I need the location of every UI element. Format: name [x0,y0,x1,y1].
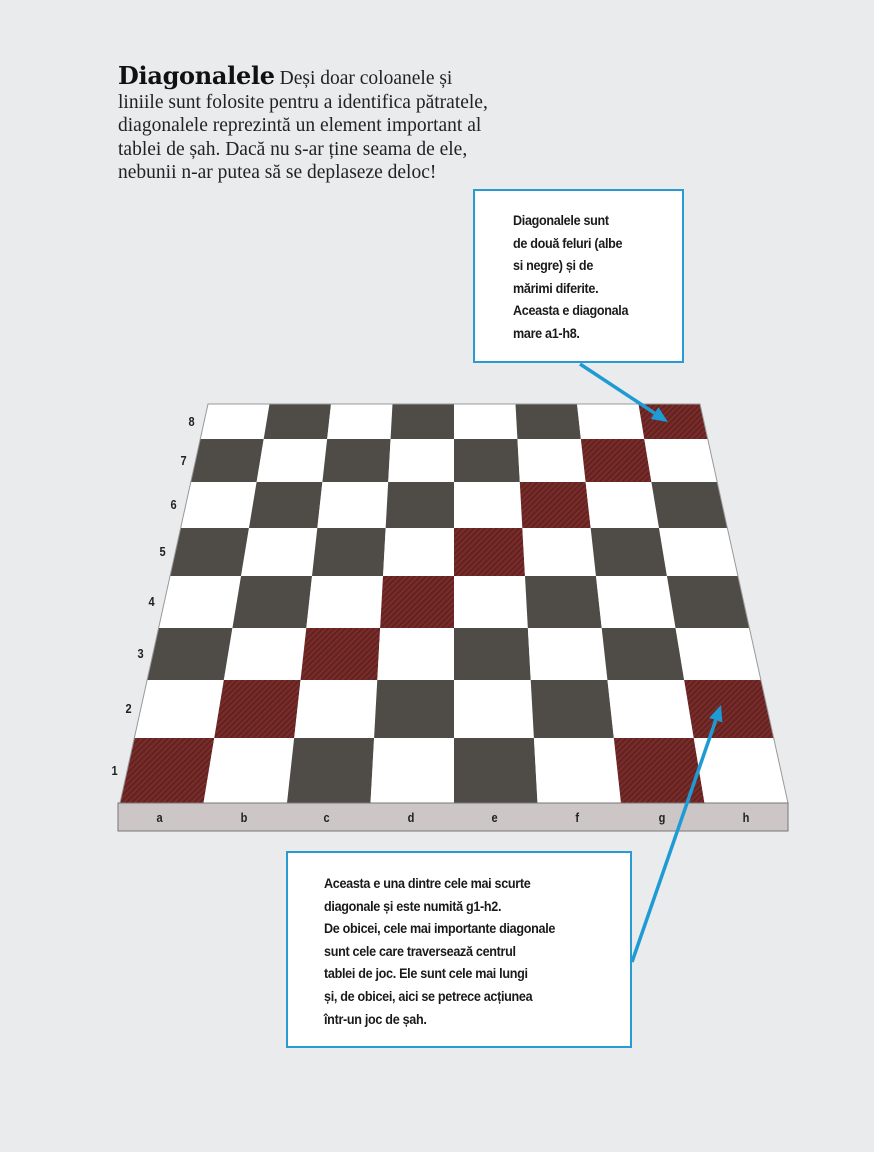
file-label-h: h [742,810,750,825]
square-c1 [287,738,374,803]
square-f3 [528,628,608,680]
callout-line: mare a1-h8. [513,324,580,341]
callout-line: de două feluri (albe [513,234,623,251]
square-e2 [454,680,534,738]
rank-label-7: 7 [180,452,187,468]
square-c5 [312,528,386,576]
section-title: Diagonalele [118,61,275,90]
rank-label-3: 3 [137,646,144,661]
square-f5 [522,528,596,576]
square-a4 [159,576,241,628]
square-d3 [377,628,454,680]
square-a7 [191,439,264,482]
square-d4 [380,576,454,628]
square-d1 [371,738,455,803]
square-g8 [577,404,644,439]
square-c7 [322,439,390,482]
callout-line: diagonale și este numită g1-h2. [324,897,502,914]
rank-label-4: 4 [148,594,156,609]
callout-line: într-un joc de șah. [324,1010,427,1027]
square-e5 [454,528,525,576]
square-b4 [232,576,312,628]
callout-line: sunt cele care traversează centrul [324,942,516,959]
file-label-b: b [240,810,247,825]
file-label-d: d [407,810,415,825]
square-e4 [454,576,528,628]
square-g7 [581,439,652,482]
square-g5 [591,528,667,576]
file-label-e: e [491,810,498,825]
intro-text: Deși doar coloanele și liniile sunt folosite pentru a identifica pătratele, diagonalele reprezintă un element important al tablei de șah. Dacă nu s-ar ține seama de ele, nebunii n-ar putea să se deplaseze deloc! [118,68,488,184]
square-f6 [520,482,591,528]
file-label-a: a [156,810,163,825]
square-e6 [454,482,522,528]
square-f8 [516,404,581,439]
square-c6 [317,482,388,528]
square-a3 [147,628,232,680]
callout-line: De obicei, cele mai importante diagonale [324,920,556,937]
square-f4 [525,576,602,628]
square-a5 [170,528,249,576]
square-d2 [374,680,454,738]
rank-label-2: 2 [125,701,132,716]
square-d5 [383,528,454,576]
callout-line: și, de obicei, aici se petrece acțiunea [324,987,533,1004]
callout-line: Diagonalele sunt [513,212,609,228]
square-d6 [386,482,454,528]
square-f1 [534,738,621,803]
square-h3 [676,628,761,680]
square-g2 [607,680,693,738]
rank-label-8: 8 [188,413,195,429]
square-h2 [684,680,774,738]
square-c4 [306,576,383,628]
square-a2 [134,680,224,738]
square-c8 [327,404,392,439]
square-h5 [659,528,738,576]
square-e3 [454,628,531,680]
file-label-g: g [658,810,666,825]
callout-long-diagonal [473,189,684,363]
callout-line: si negre) și de [513,257,594,274]
square-b7 [257,439,328,482]
square-a6 [181,482,257,528]
square-b6 [249,482,322,528]
callout-line: mărimi diferite. [513,279,599,296]
square-h7 [644,439,717,482]
square-b1 [204,738,295,803]
callout-line: Aceasta e diagonala [513,302,629,319]
square-e1 [454,738,538,803]
square-a1 [120,738,214,803]
rank-label-6: 6 [170,497,177,512]
board-base-strip [118,803,788,831]
square-b8 [264,404,331,439]
square-e8 [454,404,517,439]
square-f2 [531,680,614,738]
square-f7 [517,439,585,482]
square-d7 [388,439,454,482]
square-d8 [391,404,454,439]
square-c2 [294,680,377,738]
square-g6 [586,482,659,528]
rank-label-1: 1 [111,762,118,778]
callout-short-diagonal [286,851,632,1048]
file-label-f: f [574,810,579,825]
square-b5 [241,528,317,576]
square-h6 [651,482,727,528]
callout-line: Aceasta e una dintre cele mai scurte [324,875,531,891]
square-c3 [301,628,381,680]
square-g3 [602,628,684,680]
square-b3 [224,628,306,680]
square-g4 [596,576,676,628]
square-h4 [667,576,749,628]
rank-label-5: 5 [159,544,167,559]
square-b2 [214,680,300,738]
callout-line: tablei de joc. Ele sunt cele mai lungi [324,965,528,982]
file-label-c: c [323,810,331,825]
square-a8 [200,404,269,439]
square-e7 [454,439,520,482]
